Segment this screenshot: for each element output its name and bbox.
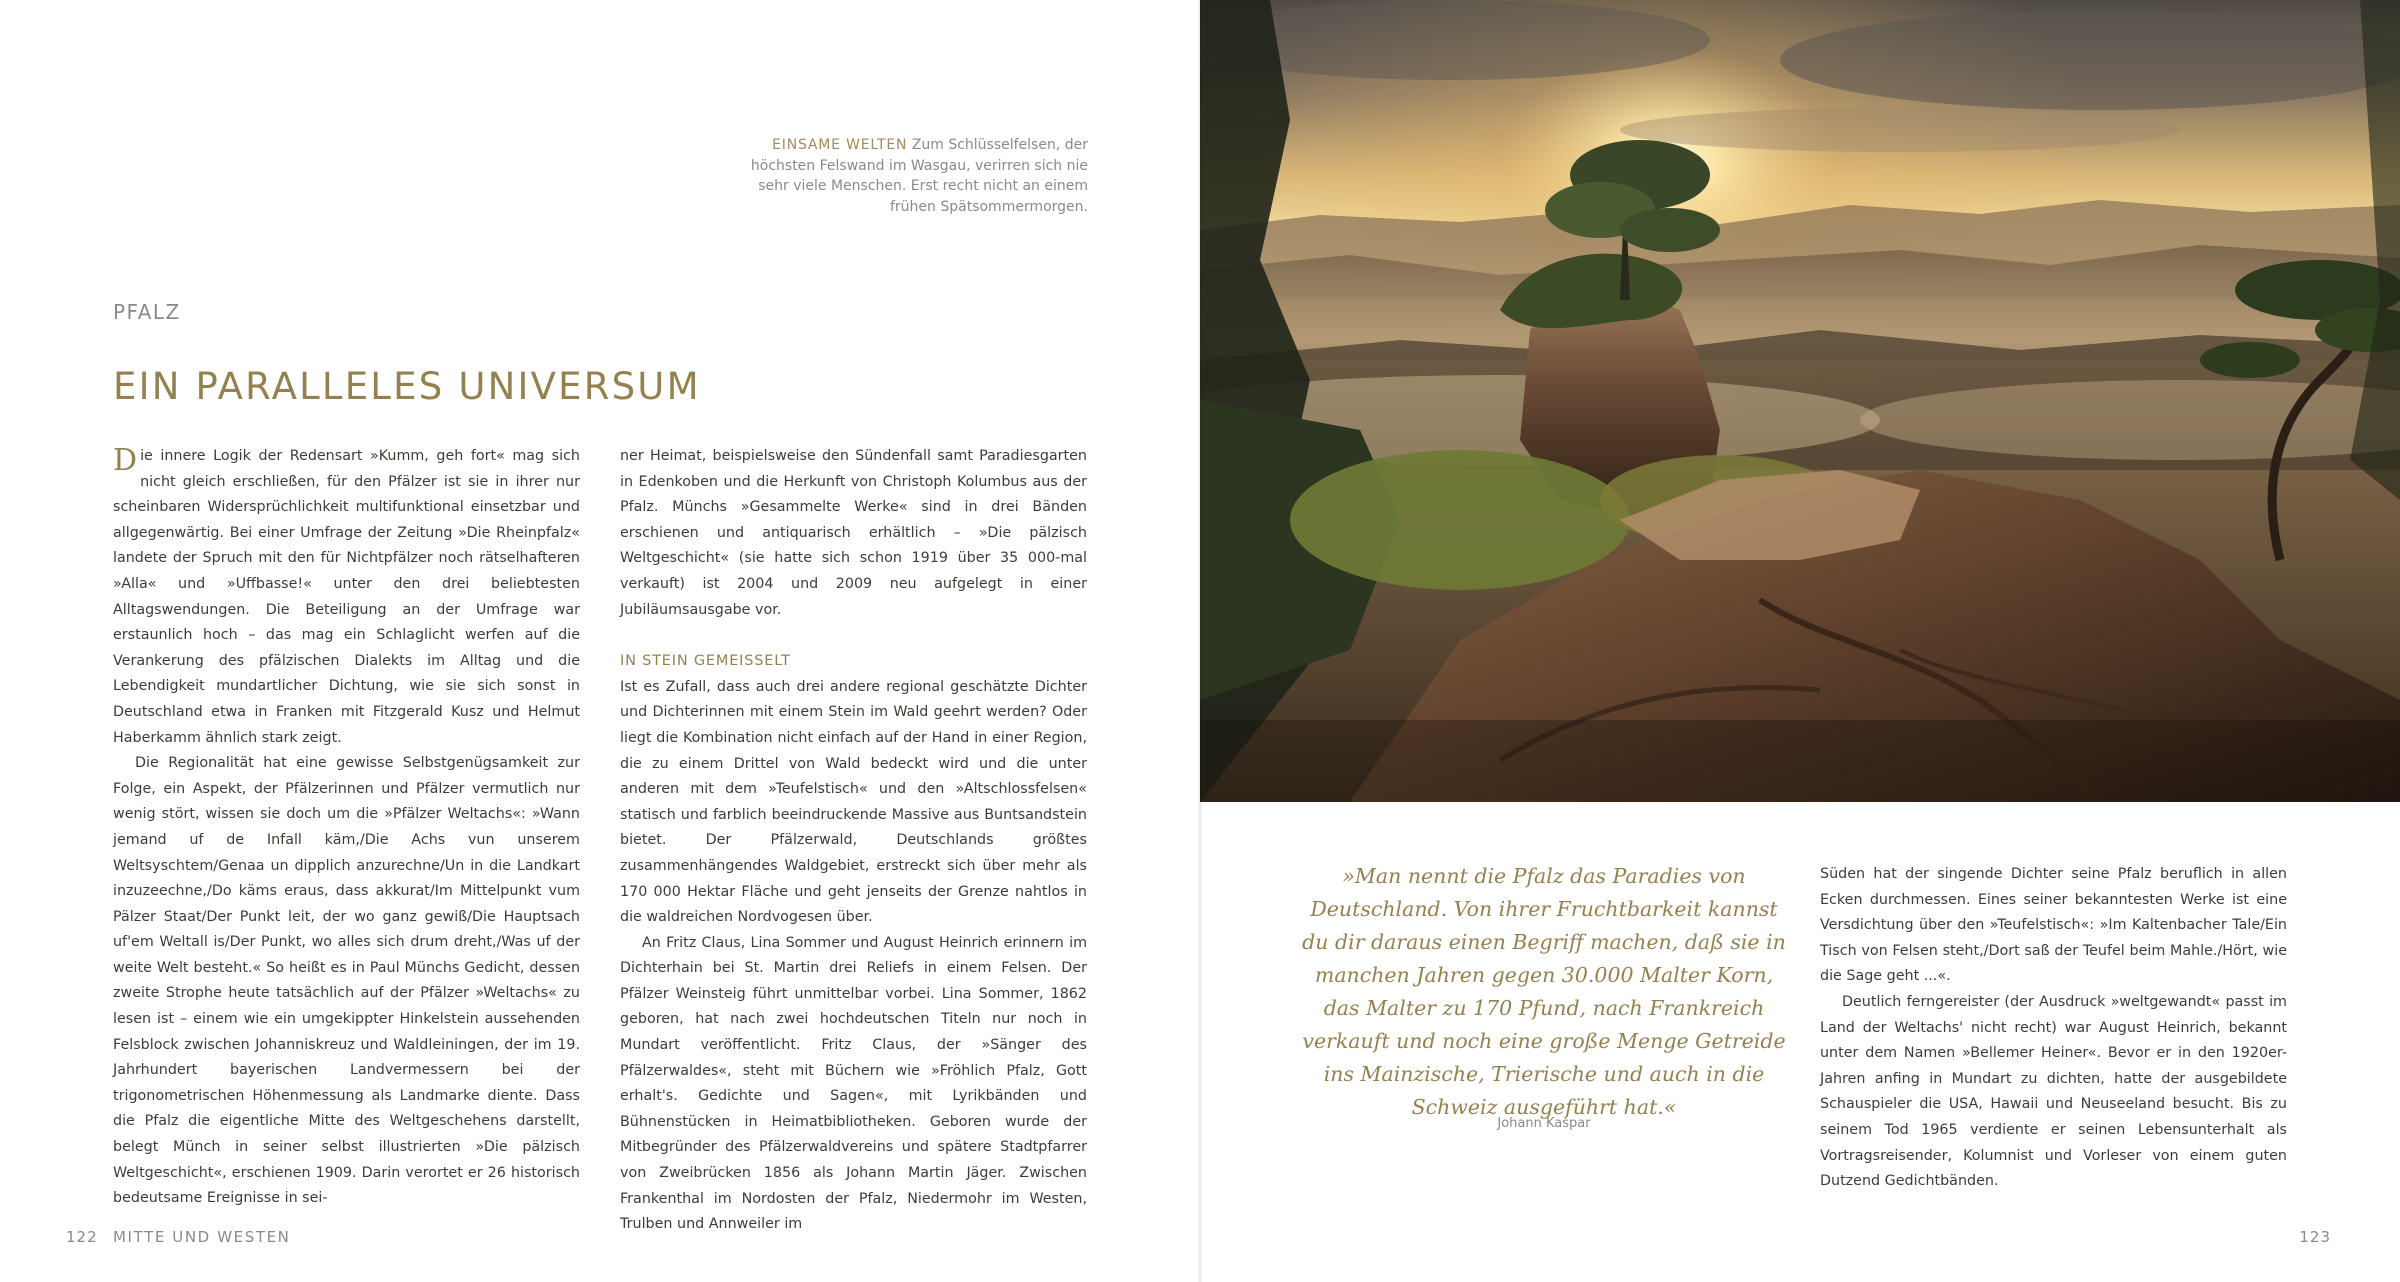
pull-quote: »Man nennt die Pfalz das Paradies von Deutschland. Von ihrer Fruchtbarkeit kannst du dir daraus einen Begriff machen, daß sie in manchen Jahren gegen 30.000 Malter Korn, das Malter zu 170 Pfund, nach Frankreich verkauft und noch eine große Menge Getreide ins Mainzische, Trierische und auch in die Schweiz ausgeführt hat.« bbox=[1302, 864, 1786, 1119]
photo-caption bbox=[720, 135, 1088, 217]
paragraph: Ist es Zufall, dass auch drei andere regional geschätzte Dichter und Dichterinnen mit einem Stein im Wald geehrt werden? Oder liegt die Kombination nicht einfach auf der Hand in einer Region, die zu einem Drittel von Wald bedeckt wird und die unter anderen mit dem »Teufelstisch« und den »Altschlossfelsen« statisch und farblich beeindruckende Massive aus Buntsandstein bietet. Der Pfälzerwald, Deutschlands größtes zusammenhängendes Waldgebiet, erstreckt sich über mehr als 170 000 Hektar Fläche und geht jenseits der Grenze nahtlos in die waldreichen Nordvogesen über. bbox=[620, 678, 1087, 926]
running-head: MITTE UND WESTEN bbox=[113, 1228, 291, 1246]
text-column-1 bbox=[113, 444, 580, 1212]
page-number-right: 123 bbox=[2299, 1228, 2331, 1246]
section-subheading: IN STEIN GEMEISSELT bbox=[620, 653, 791, 670]
caption-text: Zum Schlüsselfelsen, der höchsten Felswand im Wasgau, verirren sich nie sehr viele Menschen. Erst recht nicht an einem frühen Spätsommermorgen. bbox=[750, 137, 1088, 215]
book-gutter bbox=[1198, 0, 1202, 1282]
text-column-3 bbox=[1820, 862, 2287, 1195]
paragraph: An Fritz Claus, Lina Sommer und August Heinrich erinnern im Dichterhain bei St. Martin drei Reliefs in einem Felsen. Der Pfälzer Weinsteig führt unmittelbar vorbei. Lina Sommer, 1862 geboren, hat nach zwei hochdeutschen Titeln nur noch in Mundart veröffentlicht. Fritz Claus, der »Sänger des Pfälzerwaldes«, steht mit Büchern wie »Fröhlich Pfalz, Gott erhalt's. Gedichte und Sagen«, mit Lyrikbänden und Bühnenstücken in Heimatbibliotheken. Geboren wurde der Mitbegründer des Pfälzerwaldvereins und spätere Stadtpfarrer von Zweibrücken 1856 als Johann Martin Jäger. Zwischen Frankenthal im Nordosten der Pfalz, Niedermohr im Westen, Trulben und Annweiler im bbox=[620, 934, 1087, 1233]
dropcap: D bbox=[113, 443, 138, 478]
right-page bbox=[1200, 0, 2400, 1282]
caption-label: EINSAME WELTEN bbox=[772, 137, 908, 153]
paragraph: Süden hat der singende Dichter seine Pfalz beruflich in allen Ecken durchmessen. Eines seiner bekanntesten Werke ist eine Versdichtung über den »Teufelstisch«: »Im Kaltenbacher Tale/Ein Tisch von Felsen steht,/Dort saß der Teufel beim Mahle./Hört, wie die Sage geht ...«. bbox=[1820, 866, 2287, 985]
paragraph-intro bbox=[113, 444, 580, 751]
chapter-title: EIN PARALLELES UNIVERSUM bbox=[113, 364, 701, 408]
paragraph-intro-text: ie innere Logik der Redensart »Kumm, geh fort« mag sich nicht gleich erschließen, für den Pfälzer ist sie in ihrer nur scheinbaren Widersprüchlichkeit multifunktional einsetzbar und allgegenwärtig. Bei einer Umfrage der Zeitung »Die Rheinpfalz« landete der Spruch mit den für Nichtpfälzer noch rätselhafteren »Alla« und »Uffbasse!« unter den drei beliebtesten Alltagswendungen. Die Beteiligung an der Umfrage war erstaunlich hoch – das mag ein Schlaglicht werfen auf die Verankerung des pfälzischen Dialekts im Alltag und die Lebendigkeit mundartlicher Dichtung, wie sie sich sonst in Deutschland etwa in Franken mit Fitzgerald Kusz und Helmut Haberkamm ähnlich stark zeigt. bbox=[113, 448, 580, 746]
paragraph: Die Regionalität hat eine gewisse Selbstgenügsamkeit zur Folge, ein Aspekt, der Pfälzerinnen und Pfälzer vermutlich nur wenig stört, wissen sie doch um die »Pfälzer Weltachs«: »Wann jemand uf de Infall käm,/Die Achs vun unserem Weltsyschtem/Genaa un dipplich anzurechne/Un in die Landkart inzuzeechne,/Do käms eraus, dass akkurat/Im Mittelpunkt vum Pälzer Staat/Der Punkt leit, der wo ganz gewiß/Die Hauptsach uf'em Weltall is/Der Punkt, wo alles sich drum dreht,/Was uf der weite Welt besteht.« So heißt es in Paul Münchs Gedicht, dessen zweite Strophe heute tatsächlich auf der Pfälzer »Weltachs« zu lesen ist – einem wie ein umgekippter Hinkelstein aussehenden Felsblock zwischen Johanniskreuz und Waldleiningen, der im 19. Jahrhundert bayerischen Landvermessern bei der trigonometrischen Höhenmessung als Landmarke diente. Dass die Pfalz die eigentliche Mitte des Weltgeschehens darstellt, belegt Münch in seiner selbst illustrierten »Die pälzisch Weltgeschicht«, erschienen 1909. Darin verortet er 26 historisch bedeutsame Ereignisse in sei- bbox=[113, 755, 580, 1207]
forest-sunrise-photo bbox=[1200, 0, 2400, 802]
quote-author: Johann Kaspar bbox=[1497, 1116, 1591, 1131]
region-kicker: PFALZ bbox=[113, 300, 181, 324]
text-column-2 bbox=[620, 444, 1087, 1238]
paragraph: Deutlich ferngereister (der Ausdruck »weltgewandt« passt im Land der Weltachs' nicht recht) war August Heinrich, bekannt unter dem Namen »Bellemer Heiner«. Bevor er in den 1920er-Jahren anfing in Mundart zu dichten, hatte der ausgebildete Schauspieler die USA, Hawaii und Neuseeland besucht. Bis zu seinem Tod 1965 verdiente er seinen Lebensunterhalt als Vortragsreisender, Kolumnist und Vorleser von einem guten Dutzend Gedichtbänden. bbox=[1820, 993, 2287, 1190]
photo-illustration bbox=[1200, 0, 2400, 802]
page-number-left: 122 bbox=[66, 1228, 98, 1246]
paragraph: ner Heimat, beispielsweise den Sündenfall samt Paradiesgarten in Edenkoben und die Herkunft von Christoph Kolumbus aus der Pfalz. Münchs »Gesammelte Werke« sind in drei Bänden erschienen und antiquarisch erhältlich – »Die pälzisch Weltgeschicht« (sie hatte sich schon 1919 über 35 000-mal verkauft) ist 2004 und 2009 neu aufgelegt in einer Jubiläumsausgabe vor. bbox=[620, 448, 1087, 618]
